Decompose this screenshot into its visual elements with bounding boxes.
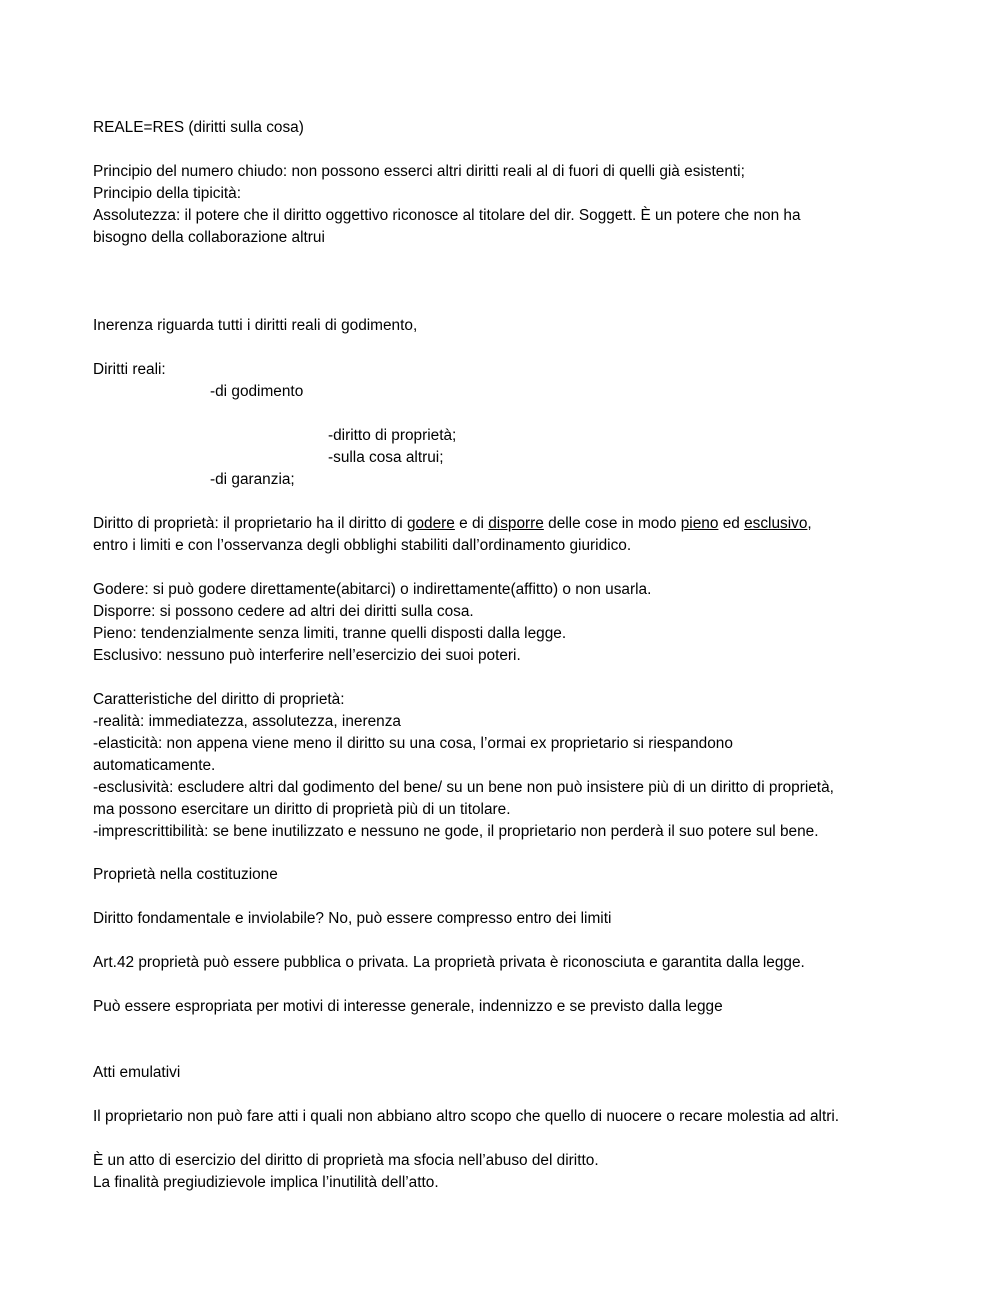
text-line: Può essere espropriata per motivi di interesse generale, indennizzo e se previsto dalla legge — [93, 998, 723, 1015]
underlined-term: godere — [406, 515, 455, 532]
text-line: Diritto fondamentale e inviolabile? No, può essere compresso entro dei limiti — [93, 910, 612, 927]
text-span: ed — [718, 515, 745, 532]
text-span: delle cose in modo — [543, 515, 681, 532]
text-line: È un atto di esercizio del diritto di proprietà ma sfocia nell’abuso del diritto. — [93, 1152, 599, 1169]
list-item: -sulla cosa altrui; — [328, 449, 444, 466]
underlined-term: esclusivo — [744, 515, 808, 532]
text-line: -imprescrittibilità: se bene inutilizzato e nessuno ne gode, il proprietario non perderà il suo potere sul bene. — [93, 823, 819, 840]
text-line: Principio del numero chiudo: non possono esserci altri diritti reali al di fuori di quelli già esistenti; — [93, 163, 745, 180]
text-line: Diritti reali: — [93, 361, 166, 378]
text-line: -realità: immediatezza, assolutezza, inerenza — [93, 713, 401, 730]
heading-reale-res: REALE=RES (diritti sulla cosa) — [93, 119, 304, 136]
section-heading: Proprietà nella costituzione — [93, 866, 278, 883]
text-span: , — [807, 515, 812, 532]
list-item: -diritto di proprietà; — [328, 427, 457, 444]
underlined-term: disporre — [488, 515, 544, 532]
text-line: Assolutezza: il potere che il diritto oggettivo riconosce al titolare del dir. Soggett. È un potere che non ha — [93, 207, 801, 224]
text-line: Il proprietario non può fare atti i quali non abbiano altro scopo che quello di nuocere o recare molestia ad altri. — [93, 1108, 840, 1125]
text-span: Diritto di proprietà: il proprietario ha il diritto di — [93, 515, 407, 532]
text-line: Pieno: tendenzialmente senza limiti, tranne quelli disposti dalla legge. — [93, 625, 567, 642]
text-line: Principio della tipicità: — [93, 185, 241, 202]
text-line: Esclusivo: nessuno può interferire nell’esercizio dei suoi poteri. — [93, 647, 521, 664]
list-item: -di garanzia; — [210, 471, 295, 488]
text-line: bisogno della collaborazione altrui — [93, 229, 325, 246]
underlined-term: pieno — [680, 515, 719, 532]
text-line: La finalità pregiudizievole implica l’inutilità dell’atto. — [93, 1174, 439, 1191]
text-line: ma possono esercitare un diritto di proprietà più di un titolare. — [93, 801, 511, 818]
text-line: Disporre: si possono cedere ad altri dei diritti sulla cosa. — [93, 603, 474, 620]
text-line: automaticamente. — [93, 757, 216, 774]
text-line: Inerenza riguarda tutti i diritti reali di godimento, — [93, 317, 418, 334]
section-heading: Atti emulativi — [93, 1064, 181, 1081]
text-span: e di — [454, 515, 489, 532]
text-line: -elasticità: non appena viene meno il diritto su una cosa, l’ormai ex proprietario si riespandono — [93, 735, 733, 752]
text-line: Art.42 proprietà può essere pubblica o privata. La proprietà privata è riconosciuta e garantita dalla legge. — [93, 954, 805, 971]
list-item: -di godimento — [210, 383, 304, 400]
definition-line — [93, 513, 812, 535]
text-line: Godere: si può godere direttamente(abitarci) o indirettamente(affitto) o non usarla. — [93, 581, 652, 598]
text-line: entro i limiti e con l’osservanza degli obblighi stabiliti dall’ordinamento giuridico. — [93, 537, 632, 554]
text-line: -esclusività: escludere altri dal godimento del bene/ su un bene non può insistere più di un diritto di proprietà, — [93, 779, 834, 796]
text-line: Caratteristiche del diritto di proprietà: — [93, 691, 345, 708]
